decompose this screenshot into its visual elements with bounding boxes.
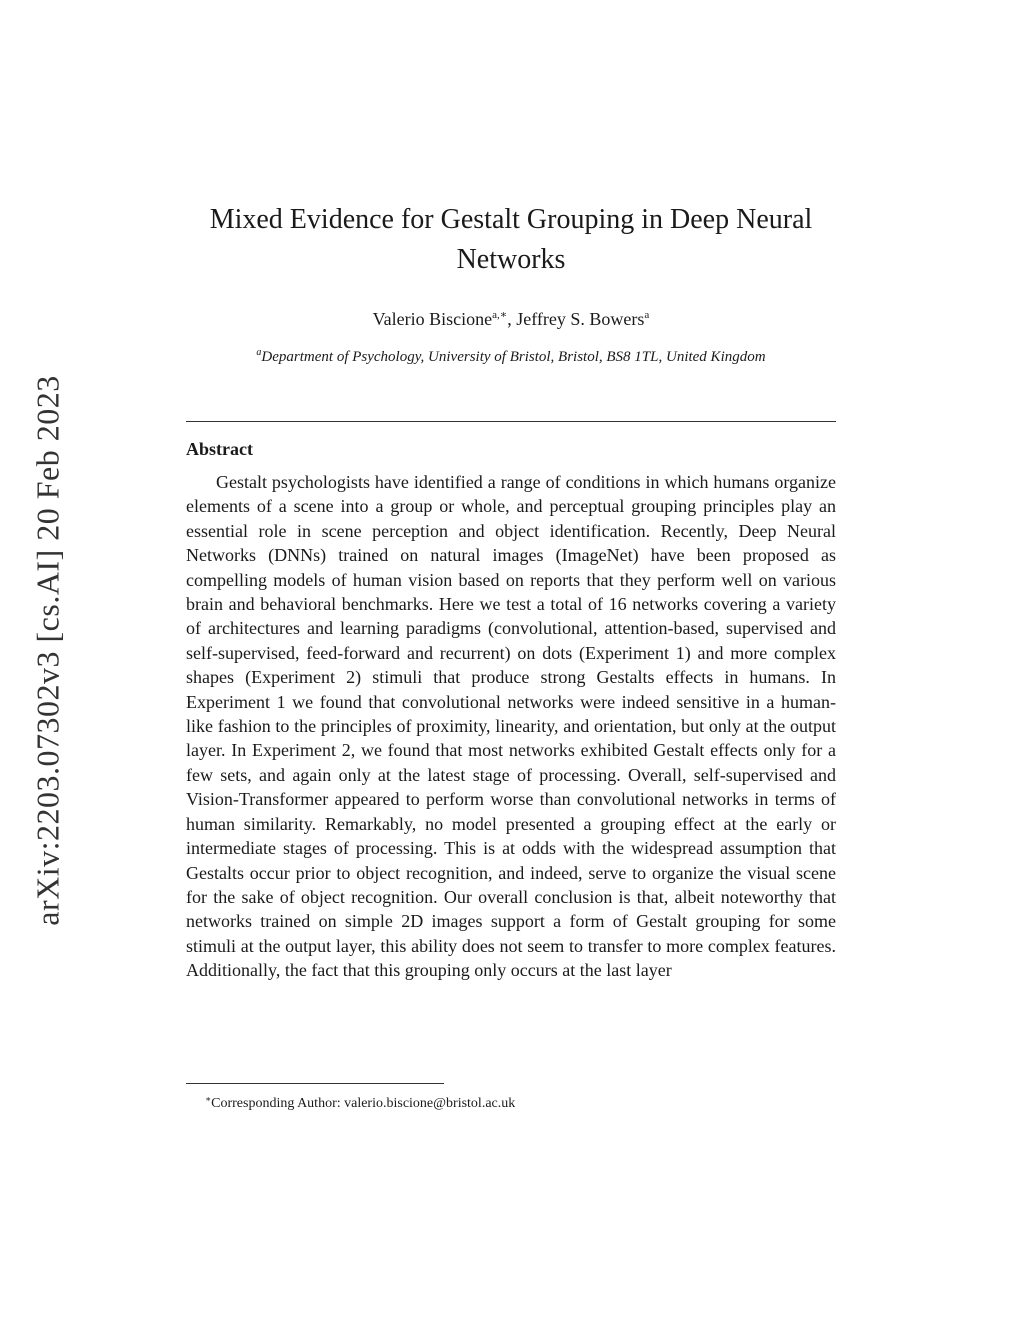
author-affiliation-mark: a,∗ bbox=[492, 309, 508, 321]
footnote-rule bbox=[186, 1083, 444, 1084]
affiliation-text: Department of Psychology, University of Bristol, Bristol, BS8 1TL, United Kingdom bbox=[261, 349, 766, 365]
abstract-heading: Abstract bbox=[186, 439, 253, 459]
paper-title: Mixed Evidence for Gestalt Grouping in Deep Neural Networks bbox=[209, 204, 813, 275]
affiliation-mark: a bbox=[256, 347, 262, 358]
author-list bbox=[186, 303, 836, 331]
author-affiliation-mark: a bbox=[644, 309, 650, 321]
arxiv-identifier-text: arXiv:2203.07302v3 [cs.AI] 20 Feb 2023 bbox=[29, 374, 66, 926]
author-name: Valerio Biscione bbox=[372, 309, 493, 329]
abstract-top-rule bbox=[186, 421, 836, 422]
footnote-text: Corresponding Author: valerio.biscione@bristol.ac.uk bbox=[211, 1096, 516, 1111]
author-separator: , bbox=[507, 309, 517, 329]
author-affiliation bbox=[186, 342, 836, 368]
footnote-mark: ∗ bbox=[205, 1094, 212, 1104]
corresponding-author-footnote bbox=[205, 1089, 515, 1114]
author-name: Jeffrey S. Bowers bbox=[516, 309, 645, 329]
abstract-body: Gestalt psychologists have identified a range of conditions in which humans organize elements of a scene into a group or whole, and perceptual grouping principles play an essential role in scene perception and object identification. Recently, Deep Neural Networks (DNNs) trained on natural images (ImageNet) have been proposed as compelling models of human vision based on reports that they perform well on various brain and behavioral benchmarks. Here we test a total of 16 networks covering a variety of architectures and learning paradigms (convolutional, attention-based, supervised and self-supervised, feed-forward and recurrent) on dots (Experiment 1) and more complex shapes (Experiment 2) stimuli that produce strong Gestalts effects in humans. In Experiment 1 we found that convolutional networks were indeed sensitive in a human-like fashion to the principles of proximity, linearity, and orientation, but only at the output layer. In Experiment 2, we found that most networks exhibited Gestalt effects only for a few sets, and again only at the latest stage of processing. Overall, self-supervised and Vision-Transformer appeared to perform worse than convolutional networks in terms of human similarity. Remarkably, no model presented a grouping effect at the early or intermediate stages of processing. This is at odds with the widespread assumption that Gestalts occur prior to object recognition, and indeed, serve to organize the visual scene for the sake of object recognition. Our overall conclusion is that, albeit noteworthy that networks trained on simple 2D images support a form of Gestalt grouping for some stimuli at the output layer, this ability does not seem to transfer to more complex features. Additionally, the fact that this grouping only occurs at the last layer bbox=[186, 472, 836, 981]
arxiv-identifier-stamp bbox=[28, 360, 68, 940]
